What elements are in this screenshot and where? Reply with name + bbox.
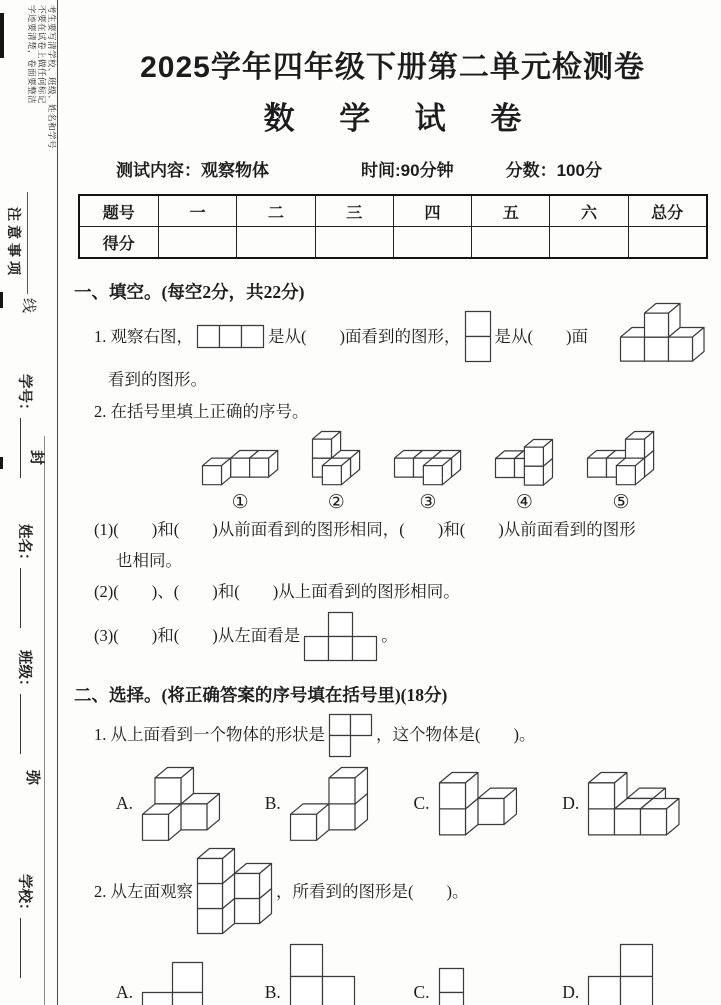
score-cell-empty — [628, 227, 706, 259]
fill-question-2: 2. 在括号里填上正确的序号。 — [94, 401, 309, 421]
fill-question-1-line1 — [94, 310, 603, 363]
notice-label: 注意事项 — [4, 192, 28, 294]
choice-question-1 — [94, 713, 711, 758]
observed-solid-figure — [196, 847, 273, 935]
seal-char-feng: 封 — [28, 450, 45, 466]
question-text: (3)( )和( )从左面看是 — [94, 625, 301, 645]
score-header-cell: 总分 — [628, 195, 706, 227]
score-cell-empty — [237, 227, 315, 259]
notice-text — [27, 5, 57, 305]
field-student-id — [14, 374, 36, 506]
option-label: B. — [264, 982, 281, 1003]
score-table-header-row — [79, 195, 707, 227]
cube-sequence-item — [198, 449, 282, 512]
option-d-grid-figure — [587, 943, 654, 1005]
cube-figure-3 — [393, 449, 462, 486]
option-label: D. — [562, 982, 580, 1003]
cube-figure-5 — [586, 430, 655, 486]
sub-question-1: (1)( )和( )从前面看到的图形相同，( )和( )从前面看到的图形 — [94, 520, 636, 540]
score-cell-empty — [550, 227, 628, 259]
field-label: 姓名： — [16, 524, 32, 568]
option-d-cube-figure — [587, 771, 680, 836]
field-class — [14, 650, 36, 782]
choice2-options — [116, 943, 711, 1005]
option-c-grid-figure — [438, 967, 465, 1005]
option-a-grid-figure — [141, 961, 204, 1005]
fill-question-1 — [94, 310, 711, 393]
student-id-blank — [20, 418, 34, 478]
option-d — [562, 943, 711, 1005]
name-blank — [20, 568, 34, 628]
left-view-grid — [303, 611, 378, 662]
question-text: 是从( )面 — [494, 326, 588, 346]
sub-question-2: (2)( )、( )和( )从上面看到的图形相同。 — [94, 581, 460, 601]
cube-figure-2 — [311, 430, 361, 486]
score-cell-empty — [159, 227, 237, 259]
seal-char-mi: 弥 — [24, 770, 41, 786]
score-header-cell: 四 — [393, 195, 471, 227]
option-label: D. — [562, 792, 580, 813]
binding-margin — [0, 0, 58, 1005]
notice-line: 字迹要清楚，卷面要整洁 — [26, 5, 37, 105]
view-grid-1x3 — [196, 324, 265, 349]
school-blank — [20, 918, 34, 978]
option-c-cube-figure — [438, 771, 518, 836]
class-blank — [20, 694, 34, 754]
sub-question-1-continued: 也相同。 — [116, 551, 182, 571]
cube-sequence-item — [583, 430, 658, 512]
meta-total-score: 分数：100分 — [505, 161, 602, 180]
question-text: ，所看到的图形是( )。 — [276, 881, 469, 901]
top-view-grid — [328, 713, 373, 758]
option-d — [562, 771, 711, 836]
sequence-number: ④ — [515, 492, 533, 514]
meta-time: 时间:90分钟 — [361, 161, 454, 180]
score-header-cell: 三 — [315, 195, 393, 227]
scan-edge-mark — [0, 292, 3, 308]
meta-test-content: 测试内容：观察物体 — [116, 161, 269, 180]
cube-sequence-row — [198, 430, 711, 512]
option-b-cube-figure — [289, 766, 369, 842]
score-row-label: 得分 — [79, 227, 159, 259]
field-label: 学号： — [16, 374, 32, 418]
sequence-number: ① — [231, 492, 249, 514]
option-b-grid-figure — [289, 943, 356, 1005]
option-a — [116, 766, 265, 842]
field-name — [14, 524, 36, 656]
question-text: ，这个物体是( )。 — [376, 725, 536, 745]
score-cell-empty — [472, 227, 550, 259]
score-cell-empty — [315, 227, 393, 259]
option-label: A. — [116, 792, 134, 813]
option-label: A. — [116, 982, 134, 1003]
cube-solid-figure — [619, 302, 706, 363]
option-b — [265, 766, 414, 842]
option-b — [265, 943, 414, 1005]
score-header-cell: 五 — [472, 195, 550, 227]
question-text: 是从( )面看到的图形， — [268, 326, 461, 346]
paper-subtitle: 数 学 试 卷 — [263, 101, 540, 136]
scan-edge-mark — [0, 457, 3, 469]
score-table-score-row — [79, 227, 707, 259]
score-cell-empty — [393, 227, 471, 259]
exam-meta — [74, 156, 711, 181]
choice1-options — [116, 766, 711, 842]
field-label: 学校： — [16, 874, 32, 918]
sub-question-3 — [94, 611, 711, 662]
option-c — [414, 967, 563, 1005]
paper-content — [58, 0, 721, 1005]
score-table — [78, 194, 708, 259]
option-label: B. — [264, 792, 281, 813]
cube-figure-1 — [201, 449, 279, 486]
option-a-cube-figure — [141, 766, 221, 842]
score-header-cell: 六 — [550, 195, 628, 227]
section2-heading: 二、选择。(将正确答案的序号填在括号里)(18分) — [74, 684, 448, 705]
option-c — [414, 771, 563, 836]
scan-edge-mark — [0, 13, 4, 58]
field-school — [14, 874, 36, 1005]
paper-title: 2025学年四年级下册第二单元检测卷 — [140, 51, 645, 84]
question-text-continued: 看到的图形。 — [108, 370, 207, 389]
question-text: 1. 观察右图， — [94, 326, 193, 346]
score-header-cell: 题号 — [79, 195, 159, 227]
notice-line: 不要在试卷上做任何标记 — [36, 5, 47, 105]
cube-sequence-item — [390, 449, 465, 512]
view-grid-2x1 — [464, 310, 492, 363]
seal-char-line: 线 — [20, 298, 37, 314]
question-text: 2. 从左面观察 — [94, 881, 193, 901]
option-label: C. — [413, 982, 430, 1003]
sequence-number: ⑤ — [612, 492, 630, 514]
score-header-cell: 一 — [159, 195, 237, 227]
cube-sequence-item — [491, 438, 557, 513]
cube-figure-4 — [494, 438, 554, 487]
sequence-number: ③ — [419, 492, 437, 514]
score-header-cell: 二 — [237, 195, 315, 227]
question-text: 1. 从上面看到一个物体的形状是 — [94, 725, 325, 745]
question-text: 。 — [381, 625, 398, 645]
option-label: C. — [413, 792, 430, 813]
section1-heading: 一、填空。(每空2分，共22分) — [74, 282, 305, 302]
sequence-number: ② — [327, 492, 345, 514]
seal-line — [44, 436, 45, 1005]
cube-sequence-item — [308, 430, 364, 512]
option-a — [116, 961, 265, 1005]
choice-question-2 — [94, 847, 711, 935]
notice-line: 考生要写清学校、班级、姓名和学号 — [47, 5, 57, 150]
field-label: 班级： — [16, 650, 32, 694]
